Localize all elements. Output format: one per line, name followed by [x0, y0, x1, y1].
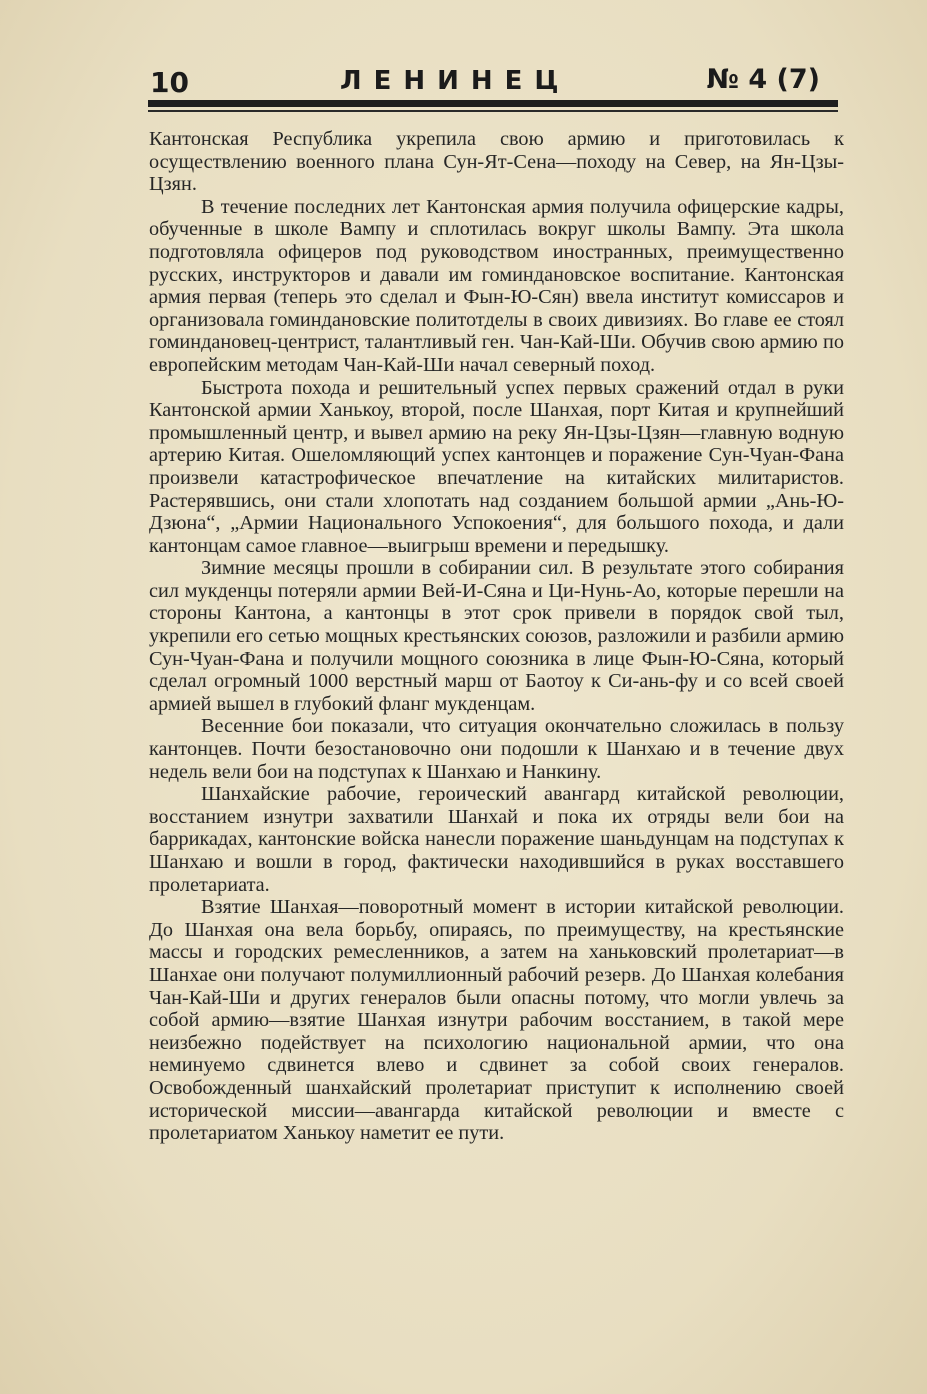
paragraph: В течение последних лет Кантонская армия получила офицерские кадры, обученные в школе Вампу и сплотилась вокруг школы Вампу. Эта школа подготовляла офицеров под руководством иностранных, преимущественно русских, инструкторов и давали им гоминдановское воспитание. Кантонская армия первая (теперь это сделал и Фын-Ю-Сян) ввела институт комиссаров и организовала гоминдановские политотделы в своих дивизиях. Во главе ее стоял гоминдановец-центрист, талантливый ген. Чан-Кай-Ши. Обучив свою армию по европейским методам Чан-Кай-Ши начал северный поход. — [149, 195, 844, 376]
page-number: 10 — [150, 66, 189, 99]
header-rule-thin — [148, 110, 838, 112]
paragraph: Шанхайские рабочие, героический авангард китайской революции, восстанием изнутри захватили Шанхай и пока их отряды вели бои на баррикадах, кантонские войска нанесли поражение шаньдунцам на подступах к Шанхаю и вошли в город, фактически находившийся в руках восставшего пролетариата. — [149, 783, 844, 896]
paragraph: Взятие Шанхая—поворотный момент в истории китайской революции. До Шанхая она вела борьбу, опираясь, по преимуществу, на крестьянские массы и городских ремесленников, а затем на ханьковский пролетариат—в Шанхае они получают полумиллионный рабочий резерв. До Шанхая колебания Чан-Кай-Ши и других генералов были опасны потому, что могли увлечь за собой армию—взятие Шанхая изнутри рабочим восстанием, в такой мере неизбежно подействует на психологию национальной армии, что она неминуемо сдвинется влево и сдвинет за собой своих генералов. Освобожденный шанхайский пролетариат приступит к исполнению своей исторической миссии—авангарда китайской революции и вместе с пролетариатом Ханькоу наметит ее пути. — [149, 896, 844, 1145]
page-header — [150, 58, 840, 104]
header-rule-thick — [148, 100, 838, 107]
paragraph: Зимние месяцы прошли в собирании сил. В результате этого собирания сил мукденцы потеряли армии Вей-И-Сяна и Ци-Нунь-Ао, которые перешли на стороны Кантона, а кантонцы в этот срок привели в порядок свой тыл, укрепили его сетью мощных крестьянских союзов, разложили и разбили армию Сун-Чуан-Фана и получили мощного союзника в лице Фын-Ю-Сяна, который сделал огромный 1000 верстный марш от Баотоу к Си-ань-фу и со всей своей армией вышел в глубокий фланг мукденцам. — [149, 557, 844, 715]
issue-number: № 4 (7) — [706, 64, 820, 95]
journal-title: ЛЕНИНЕЦ — [340, 66, 571, 96]
paragraph: Кантонская Республика укрепила свою армию и приготовилась к осуществлению военного плана Сун-Ят-Сена—походу на Север, на Ян-Цзы-Цзян. — [149, 128, 844, 196]
paragraph: Весенние бои показали, что ситуация окончательно сложилась в пользу кантонцев. Почти безостановочно они подошли к Шанхаю и в течение двух недель вели бои на подступах к Шанхаю и Нанкину. — [149, 715, 844, 783]
article-body — [149, 128, 844, 1145]
paragraph: Быстрота похода и решительный успех первых сражений отдал в руки Кантонской армии Ханькоу, второй, после Шанхая, порт Китая и крупнейший промышленный центр, и вывел армию на реку Ян-Цзы-Цзян—главную водную артерию Китая. Ошеломляющий успех кантонцев и поражение Сун-Чуан-Фана произвели катастрофическое впечатление на китайских милитаристов. Растерявшись, они стали хлопотать над созданием большой армии „Ань-Ю-Дзюна“, „Армии Национального Успокоения“, для большого похода, и дали кантонцам самое главное—выигрыш времени и передышку. — [149, 376, 844, 557]
